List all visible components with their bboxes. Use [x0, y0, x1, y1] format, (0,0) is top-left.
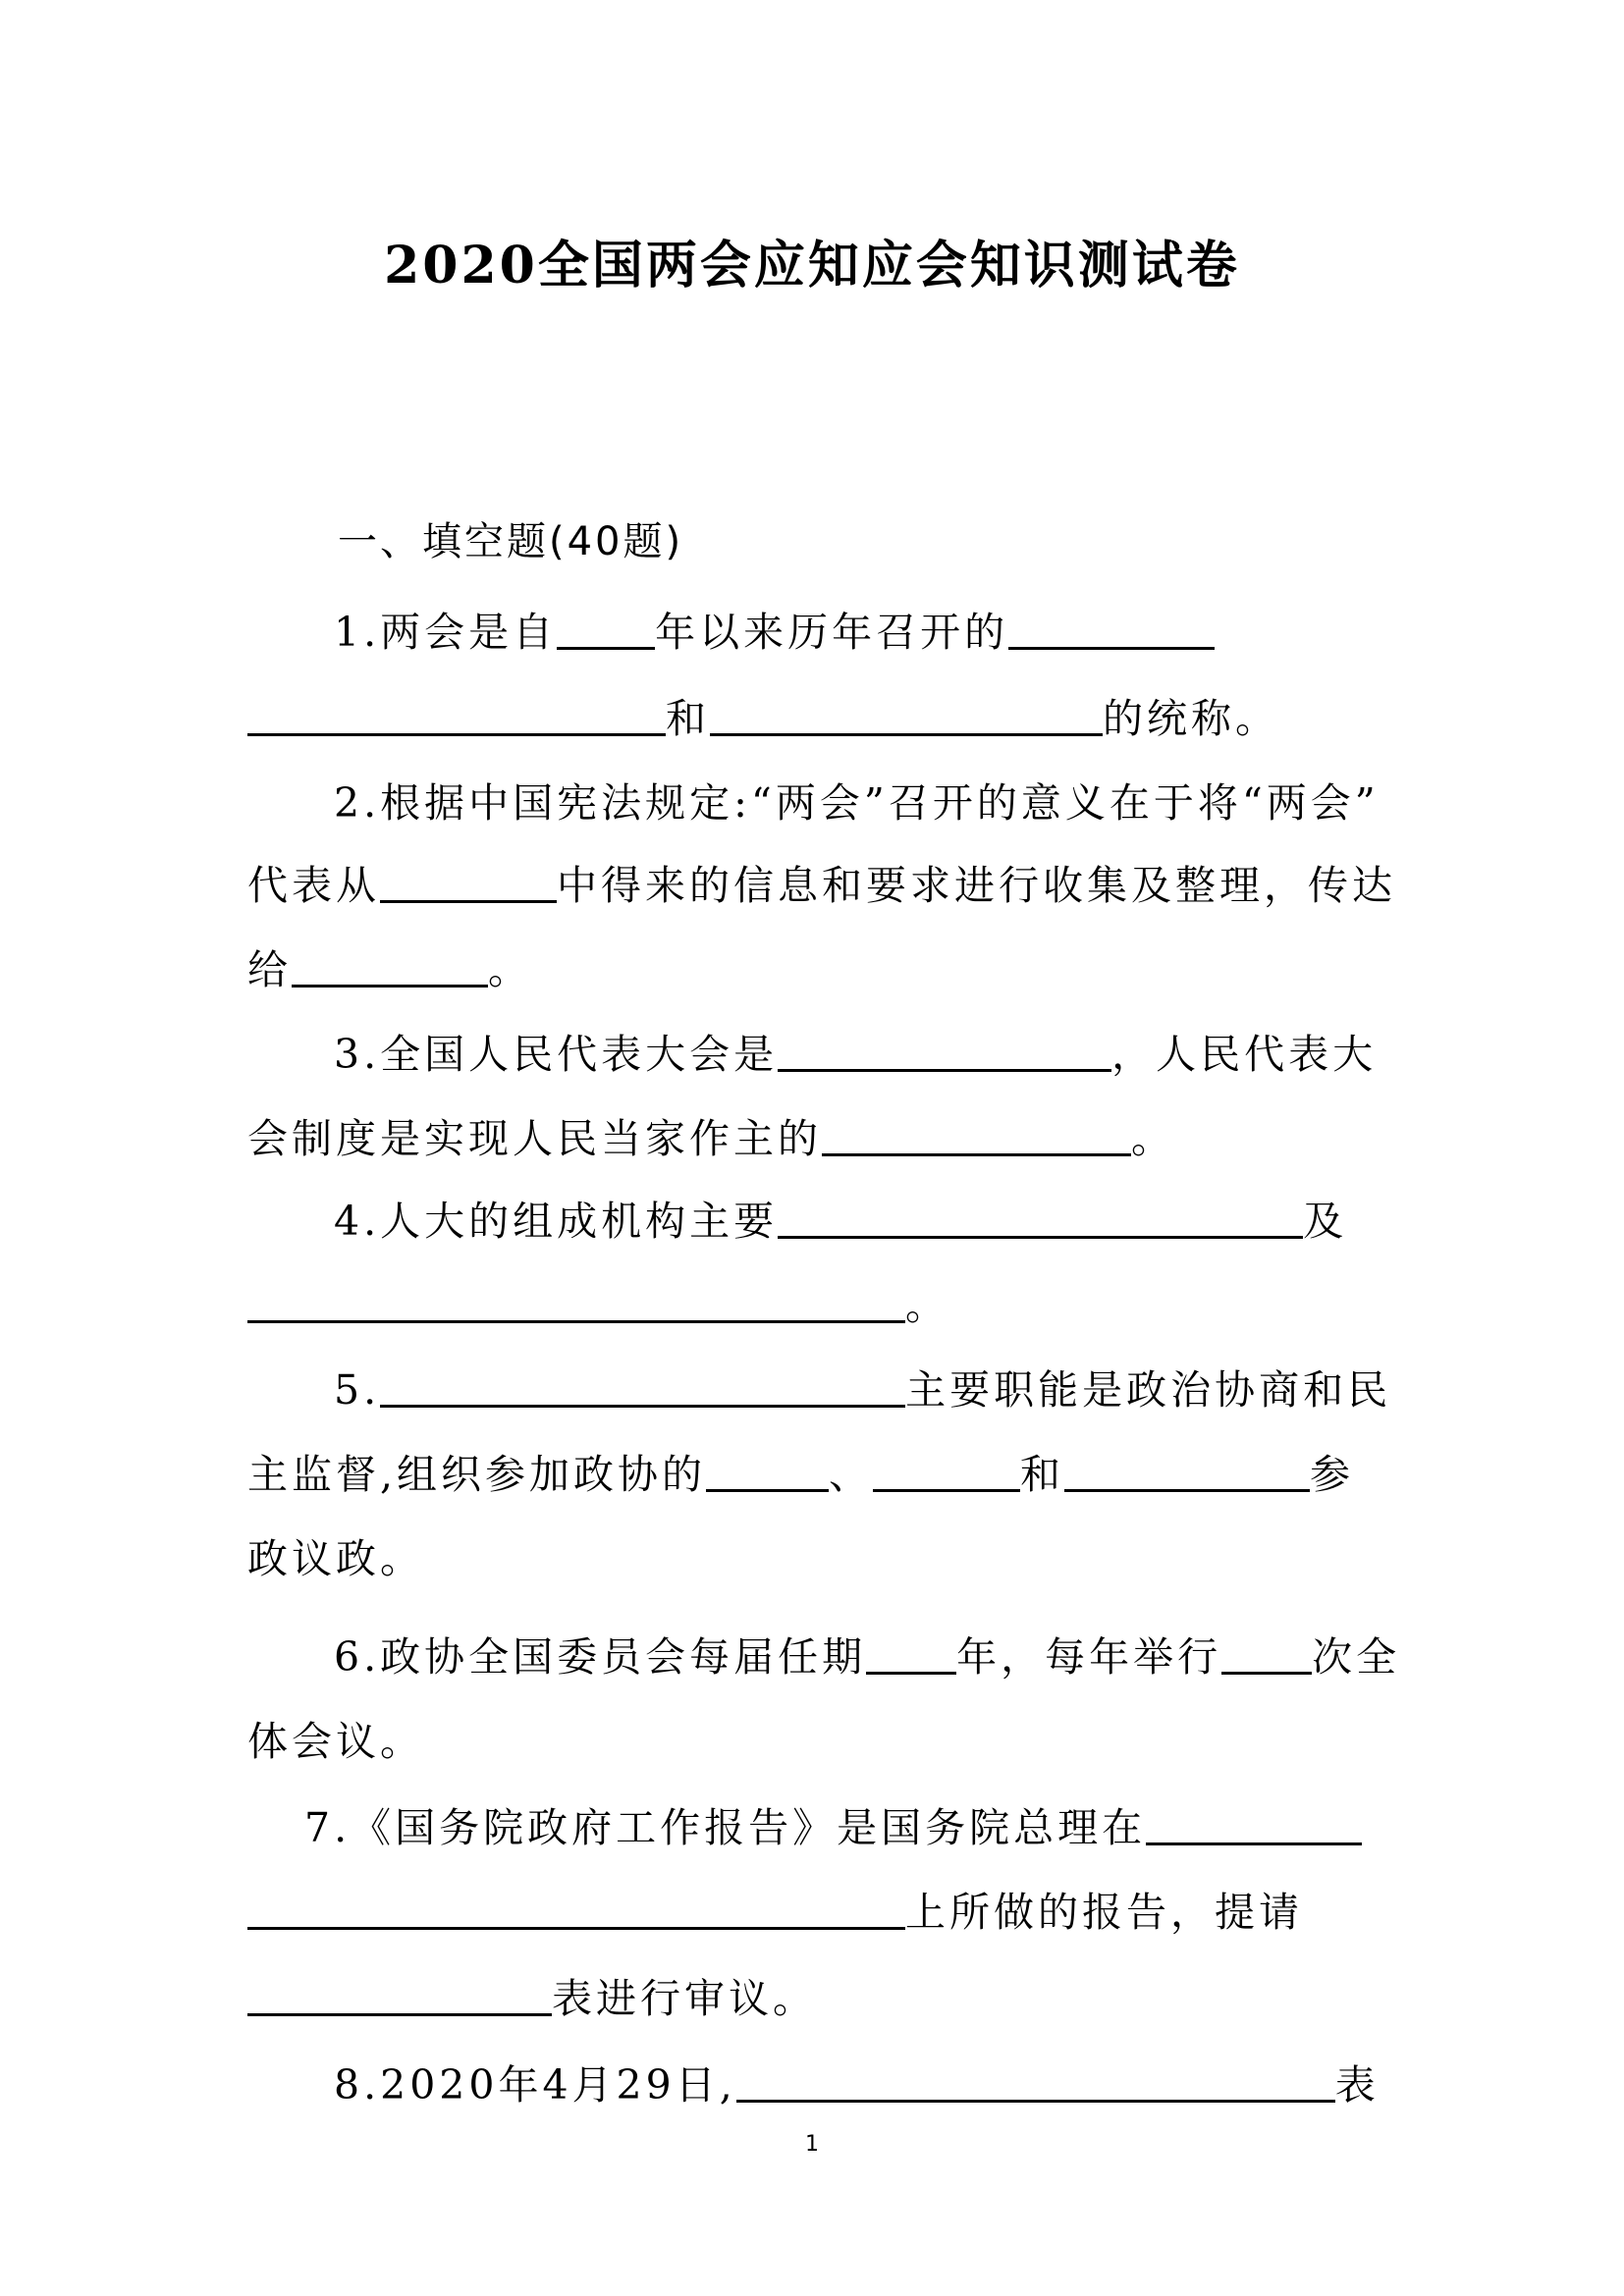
answer-blank[interactable]	[866, 1627, 956, 1675]
question-2-line-3: 给 。	[247, 938, 532, 1001]
answer-blank[interactable]	[247, 1968, 552, 2016]
answer-blank[interactable]	[706, 1444, 829, 1492]
answer-blank[interactable]	[380, 855, 557, 903]
answer-blank[interactable]	[247, 688, 666, 736]
answer-blank[interactable]	[247, 1275, 905, 1323]
answer-blank[interactable]	[247, 1882, 905, 1930]
answer-blank[interactable]	[380, 1360, 905, 1408]
answer-blank[interactable]	[710, 688, 1103, 736]
question-7-line-1: 7.《国务院政府工作报告》是国务院总理在	[304, 1796, 1362, 1859]
answer-blank[interactable]	[1008, 602, 1215, 650]
question-4-line-1: 4.人大的组成机构主要 及	[334, 1190, 1347, 1253]
question-6-line-1: 6.政协全国委员会每届任期 年，每年举行 次全	[334, 1626, 1400, 1688]
answer-blank[interactable]	[778, 1024, 1111, 1072]
question-1-line-1: 1.两会是自 年以来历年召开的	[334, 601, 1215, 664]
page-title: 2020全国两会应知应会知识测试卷	[384, 236, 1240, 295]
question-6-line-2: 体会议。	[247, 1718, 424, 1765]
question-5-line-3: 政议政。	[247, 1535, 424, 1582]
answer-blank[interactable]	[1064, 1444, 1310, 1492]
answer-blank[interactable]	[822, 1108, 1131, 1156]
question-2-line-1: 2.根据中国宪法规定:“两会”召开的意义在于将“两会”	[334, 779, 1380, 827]
question-1-line-2: 和 的统称。	[247, 687, 1279, 750]
question-4-line-2: 。	[247, 1274, 949, 1337]
answer-blank[interactable]	[1221, 1627, 1312, 1675]
question-7-line-3: 表进行审议。	[247, 1967, 817, 2030]
answer-blank[interactable]	[557, 602, 655, 650]
page-number: 1	[805, 2132, 819, 2157]
question-5-line-1: 5. 主要职能是政治协商和民	[334, 1359, 1391, 1421]
answer-blank[interactable]	[292, 939, 488, 988]
answer-blank[interactable]	[873, 1444, 1020, 1492]
answer-blank[interactable]	[1146, 1797, 1362, 1845]
question-3-line-1: 3.全国人民代表大会是 ，人民代表大	[334, 1023, 1377, 1086]
question-8-line-1: 8.2020年4月29日, 表	[334, 2054, 1380, 2116]
answer-blank[interactable]	[736, 2055, 1335, 2103]
question-3-line-2: 会制度是实现人民当家作主的 。	[247, 1107, 1175, 1170]
question-7-line-2: 上所做的报告，提请	[247, 1881, 1303, 1944]
answer-blank[interactable]	[778, 1191, 1303, 1239]
question-2-line-2: 代表从 中得来的信息和要求进行收集及整理，传达	[247, 854, 1396, 917]
question-5-line-2: 主监督,组织参加政协的 、 和 参	[247, 1443, 1354, 1506]
section-heading: 一、填空题(40题)	[338, 519, 684, 564]
